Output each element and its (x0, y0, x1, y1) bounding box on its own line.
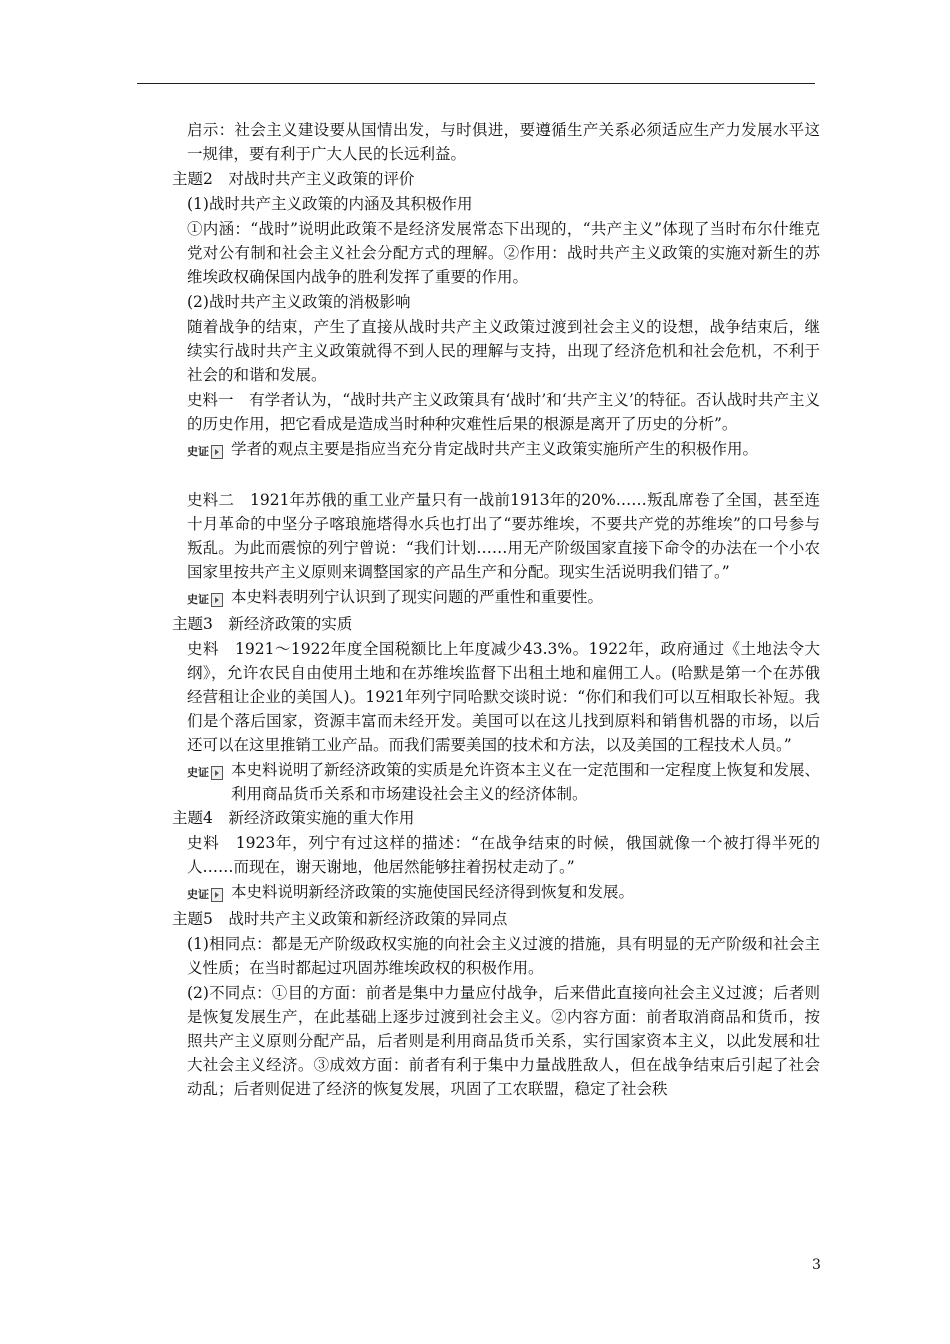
evidence-text: 本史料说明了新经济政策的实质是允许资本主义在一定范围和一定程度上恢复和发展、利用商品货币关系和市场建设社会主义的经济体制。 (231, 761, 821, 803)
topic4-heading: 主题4 新经济政策实施的重大作用 (172, 809, 415, 827)
topic2-material-2: 史料二 1921年苏俄的重工业产量只有一战前1913年的20%……叛乱席卷了全国，甚至连十月革命的中坚分子喀琅施塔得水兵也打出了“要苏维埃，不要共产党的苏维埃”的口号参与叛乱。为此而震惊的列宁曾说：“我们计划……用无产阶级国家直接下命令的办法在一个小农国家里按共产主义原则来调整国家的产品生产和分配。现实生活说明我们错了。” (187, 491, 820, 581)
evidence-row (170, 758, 820, 806)
topic2-subheading-2: (2)战时共产主义政策的消极影响 (187, 293, 411, 311)
evidence-row (170, 880, 820, 907)
evidence-text: 本史料说明新经济政策的实施使国民经济得到恢复和发展。 (231, 883, 635, 901)
page-number: 3 (812, 1257, 821, 1273)
evidence-badge: 史证 (187, 761, 223, 785)
topic2-subheading-1: (1)战时共产主义政策的内涵及其积极作用 (187, 195, 473, 213)
evidence-badge: 史证 (187, 883, 223, 907)
topic5-differences: (2)不同点：①目的方面：前者是集中力量应付战争，后来借此直接向社会主义过渡；后者则是恢复发展生产，在此基础上逐步过渡到社会主义。②内容方面：前者取消商品和货币，按照共产主义原则分配产品，后者则是利用商品货币关系，实行国家资本主义，以此发展和壮大社会主义经济。③成效方面：前者有利于集中力量战胜敌人，但在战争结束后引起了社会动乱；后者则促进了经济的恢复发展，巩固了工农联盟，稳定了社会秩 (187, 984, 820, 1098)
enlightenment-paragraph: 启示：社会主义建设要从国情出发，与时俱进，要遵循生产关系必须适应生产力发展水平这一规律，要有利于广大人民的长远利益。 (187, 121, 820, 163)
evidence-icon (211, 766, 223, 780)
topic3-material: 史料 1921～1922年度全国税额比上年度减少43.3%。1922年，政府通过《土地法令大纲》，允许农民自由使用土地和在苏维埃监督下出租土地和雇佣工人。(哈默是第一个在苏俄经营租让企业的美国人)。1921年列宁同哈默交谈时说：“你们和我们可以互相取长补短。我们是个落后国家，资源丰富而未经开发。美国可以在这儿找到原料和销售机器的市场，以后还可以在这里推销工业产品。而我们需要美国的技术和方法，以及美国的工程技术人员。” (187, 640, 820, 754)
topic2-paragraph-2: 随着战争的结束，产生了直接从战时共产主义政策过渡到社会主义的设想，战争结束后，继续实行战时共产主义政策就得不到人民的理解与支持，出现了经济危机和社会危机，不利于社会的和谐和发展。 (187, 318, 820, 384)
evidence-text: 本史料表明列宁认识到了现实问题的严重性和重要性。 (231, 588, 604, 606)
topic4-material: 史料 1923年，列宁有过这样的描述：“在战争结束的时候，俄国就像一个被打得半死的人……而现在，谢天谢地，他居然能够拄着拐杖走动了。” (187, 834, 820, 876)
topic5-heading: 主题5 战时共产主义政策和新经济政策的异同点 (172, 910, 508, 928)
header-rule (137, 83, 815, 84)
evidence-row (170, 437, 820, 464)
evidence-icon (211, 593, 223, 607)
topic2-heading: 主题2 对战时共产主义政策的评价 (172, 170, 415, 188)
topic2-material-1: 史料一 有学者认为，“战时共产主义政策具有‘战时’和‘共产主义’的特征。否认战时共产主义的历史作用，把它看成是造成当时种种灾难性后果的根源是离开了历史的分析”。 (187, 391, 820, 433)
evidence-row (170, 585, 820, 612)
evidence-badge: 史证 (187, 588, 223, 612)
topic3-heading: 主题3 新经济政策的实质 (172, 615, 353, 633)
page-body (170, 118, 820, 1102)
evidence-icon (211, 445, 223, 459)
evidence-text: 学者的观点主要是指应当充分肯定战时共产主义政策实施所产生的积极作用。 (231, 440, 759, 458)
topic2-paragraph-1: ①内涵：“战时”说明此政策不是经济发展常态下出现的，“共产主义”体现了当时布尔什维克党对公有制和社会主义社会分配方式的理解。②作用：战时共产主义政策的实施对新生的苏维埃政权确保国内战争的胜利发挥了重要的作用。 (187, 220, 820, 286)
evidence-icon (211, 888, 223, 902)
topic5-similarities: (1)相同点：都是无产阶级政权实施的向社会主义过渡的措施，具有明显的无产阶级和社会主义性质；在当时都起过巩固苏维埃政权的积极作用。 (187, 935, 820, 977)
evidence-badge: 史证 (187, 440, 223, 464)
